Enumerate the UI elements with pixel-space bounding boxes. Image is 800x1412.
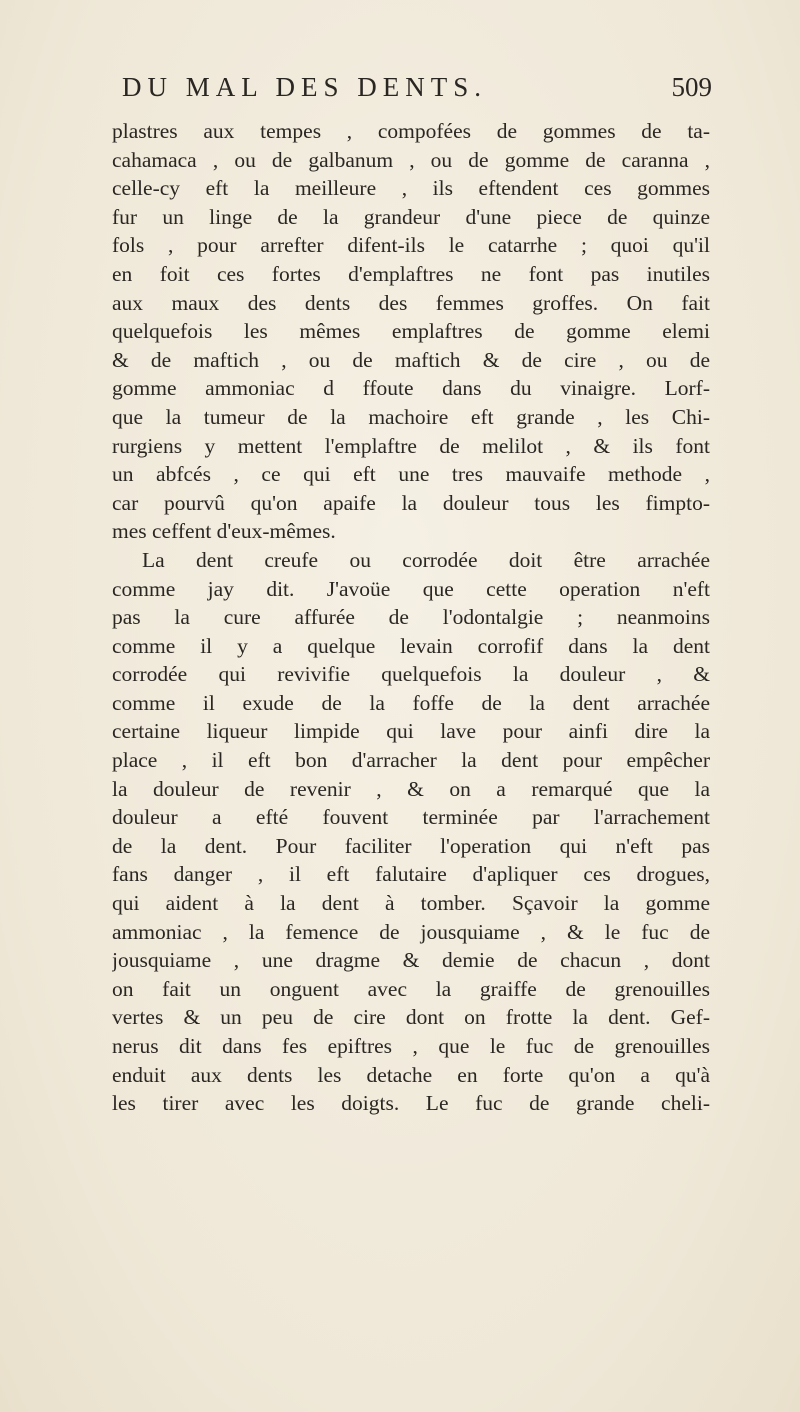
text-line: rurgiens y mettent l'emplaftre de melilot , & ils font xyxy=(112,433,710,458)
text-line: les tirer avec les doigts. Le fuc de grande cheli- xyxy=(112,1091,710,1116)
text-line: qui aident à la dent à tomber. Sçavoir la gomme xyxy=(112,891,710,916)
text-line: place , il eft bon d'arracher la dent pour empêcher xyxy=(112,748,710,773)
page-number: 509 xyxy=(671,72,712,102)
text-line: douleur a efté fouvent terminée par l'arrachement xyxy=(112,805,710,830)
text-line: quelquefois les mêmes emplaftres de gomme elemi xyxy=(112,319,710,344)
text-line: jousquiame , une dragme & demie de chacun , dont xyxy=(112,948,710,973)
text-line: cahamaca , ou de galbanum , ou de gomme de caranna , xyxy=(112,147,710,172)
running-title: DU MAL DES DENTS. xyxy=(122,72,487,102)
text-line: en foit ces fortes d'emplaftres ne font pas inutiles xyxy=(112,261,710,286)
text-line: comme il y a quelque levain corrofif dans la dent xyxy=(112,633,710,658)
text-line: plastres aux tempes , compofées de gommes de ta- xyxy=(112,119,710,143)
text-line: aux maux des dents des femmes groffes. On fait xyxy=(112,290,710,315)
text-line: car pourvû qu'on apaife la douleur tous les fimpto- xyxy=(112,490,710,515)
text-line: & de maftich , ou de maftich & de cire , ou de xyxy=(112,347,710,372)
text-line: fans danger , il eft falutaire d'apliquer ces drogues, xyxy=(112,862,710,887)
text-line: on fait un onguent avec la graiffe de grenouilles xyxy=(112,976,710,1001)
text-line: vertes & un peu de cire dont on frotte la dent. Gef- xyxy=(112,1005,710,1030)
text-line: gomme ammoniac d ffoute dans du vinaigre. Lorf- xyxy=(112,376,710,401)
text-line: comme jay dit. J'avoüe que cette operation n'eft xyxy=(112,576,710,601)
text-line: comme il exude de la foffe de la dent arrachée xyxy=(112,690,710,715)
text-line: corrodée qui revivifie quelquefois la douleur , & xyxy=(112,662,710,687)
running-head xyxy=(112,72,712,108)
text-line: mes ceffent d'eux-mêmes. xyxy=(112,519,336,544)
text-line: que la tumeur de la machoire eft grande , les Chi- xyxy=(112,404,710,429)
text-line: certaine liqueur limpide qui lave pour ainfi dire la xyxy=(112,719,710,744)
text-line: nerus dit dans fes epiftres , que le fuc de grenouilles xyxy=(112,1034,710,1058)
text-line: de la dent. Pour faciliter l'operation qui n'eft pas xyxy=(112,833,710,858)
text-line: la douleur de revenir , & on a remarqué que la xyxy=(112,776,710,801)
text-line: fur un linge de la grandeur d'une piece de quinze xyxy=(112,204,710,229)
body-text xyxy=(112,117,710,1118)
text-line: ammoniac , la femence de jousquiame , & le fuc de xyxy=(112,919,710,944)
text-line: fols , pour arrefter difent-ils le catarrhe ; quoi qu'il xyxy=(112,233,710,258)
text-line: un abfcés , ce qui eft une tres mauvaife methode , xyxy=(112,462,710,487)
text-line: pas la cure affurée de l'odontalgie ; neanmoins xyxy=(112,605,710,630)
text-line: La dent creufe ou corrodée doit être arrachée xyxy=(142,547,710,572)
text-line: celle-cy eft la meilleure , ils eftendent ces gommes xyxy=(112,176,710,201)
text-line: enduit aux dents les detache en forte qu'on a qu'à xyxy=(112,1062,710,1087)
